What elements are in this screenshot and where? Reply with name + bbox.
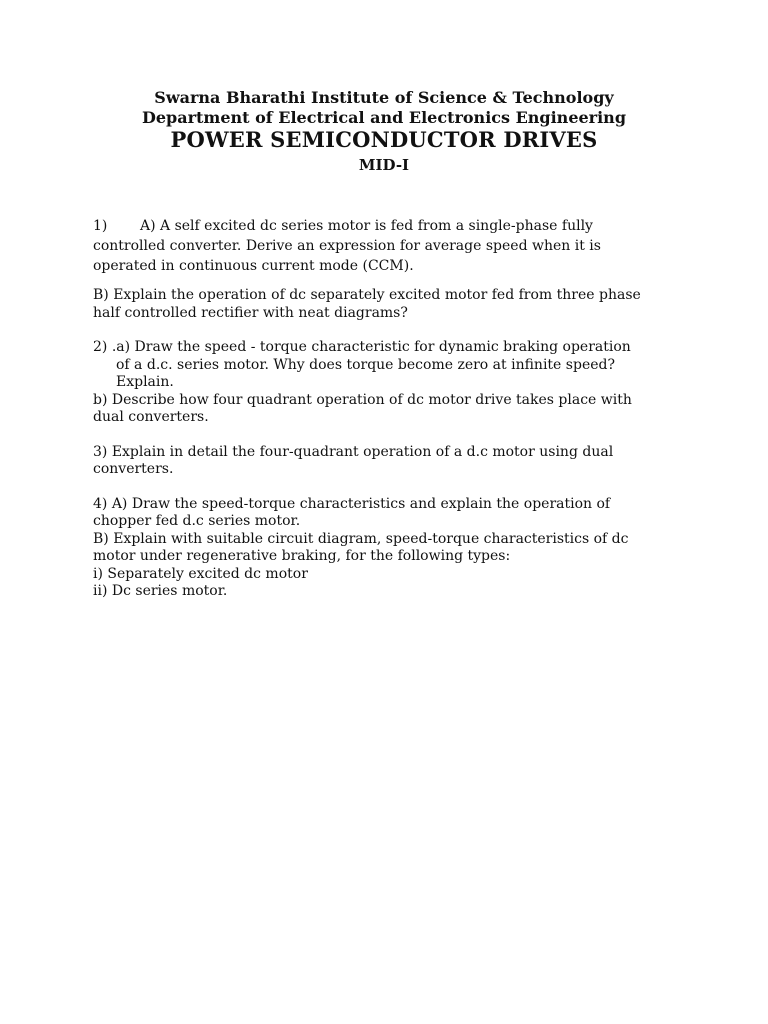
question-4b-item-i: i) Separately excited dc motor [93, 565, 308, 582]
question-2b [93, 392, 693, 427]
question-1b-line: B) Explain the operation of dc separately excited motor fed from three phase [93, 287, 641, 303]
institute-name: Swarna Bharathi Institute of Science & Technology [154, 88, 614, 107]
question-1-number: 1) [93, 218, 108, 234]
question-4a-line: 4) A) Draw the speed-torque characteristics and explain the operation of [93, 495, 611, 512]
department-name: Department of Electrical and Electronics Engineering [142, 108, 626, 127]
question-1a [93, 216, 693, 276]
question-2b-line: dual converters. [93, 409, 209, 425]
question-3 [93, 444, 693, 479]
question-1b [93, 287, 693, 322]
question-2a-line: of a d.c. series motor. Why does torque become zero at infinite speed? [116, 356, 615, 373]
question-2a-line: 2) .a) Draw the speed - torque characteristic for dynamic braking operation [93, 339, 631, 355]
question-2b-line: b) Describe how four quadrant operation of dc motor drive takes place with [93, 391, 632, 408]
subject-title: POWER SEMICONDUCTOR DRIVES [170, 127, 598, 152]
question-3-line: converters. [93, 461, 174, 477]
question-1b-line: half controlled rectifier with neat diagrams? [93, 304, 408, 321]
question-3-line: 3) Explain in detail the four-quadrant operation of a d.c motor using dual [93, 443, 614, 460]
question-4b-item-ii: ii) Dc series motor. [93, 583, 228, 599]
question-list [93, 216, 693, 601]
question-4a-line: chopper fed d.c series motor. [93, 513, 301, 529]
question-4b-line: B) Explain with suitable circuit diagram, speed-torque characteristics of dc [93, 530, 629, 547]
question-2a [93, 339, 693, 392]
question-1a-line: operated in continuous current mode (CCM). [93, 258, 414, 274]
question-4b [93, 531, 693, 601]
question-4a [93, 496, 693, 531]
question-2a-line: Explain. [116, 374, 174, 390]
question-1a-line: A) A self excited dc series motor is fed from a single-phase fully [140, 218, 593, 234]
exam-title: MID-I [358, 156, 410, 174]
question-4b-line: motor under regenerative braking, for the following types: [93, 548, 511, 564]
question-1a-line: controlled converter. Derive an expression for average speed when it is [93, 238, 601, 254]
